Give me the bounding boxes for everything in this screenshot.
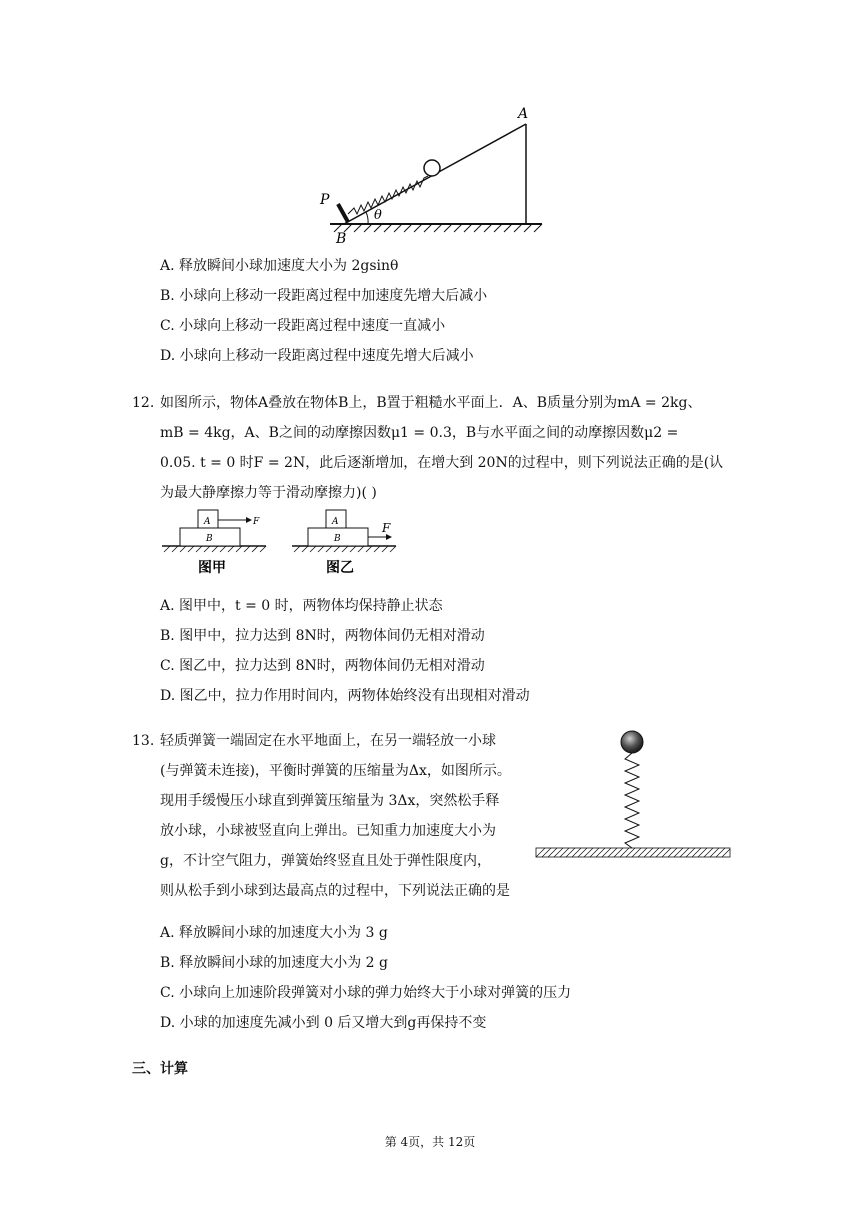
q12-number: 12. [132,395,155,411]
q13-option-c: C. 小球向上加速阶段弹簧对小球的弹力始终大于小球对弹簧的压力 [160,985,572,1001]
q13-stem-line-4: 放小球，小球被竖直向上弹出。已知重力加速度大小为 [160,823,496,839]
spring-figure [534,726,734,866]
yi-force: F [382,521,391,535]
q12-option-b: B. 图甲中，拉力达到 8N时，两物体间仍无相对滑动 [160,628,485,644]
q13-stem-line-1: 轻质弹簧一端固定在水平地面上，在另一端轻放一小球 [160,733,496,749]
label-b: B [336,231,347,247]
q13-stem-line-2: (与弹簧未连接)，平衡时弹簧的压缩量为Δx，如图所示。 [160,763,511,779]
figure-jia [162,510,266,576]
figure-yi [292,510,396,576]
q12-stem-line-3: 0.05. t = 0 时F = 2N，此后逐渐增加，在增大到 20N的过程中，则下列说法正确的是(认 [160,455,724,471]
q13-option-b: B. 释放瞬间小球的加速度大小为 2 g [160,955,388,971]
q12-stem-line-1: 如图所示，物体A叠放在物体B上，B置于粗糙水平面上．A、B质量分别为mA = 2kg、 [160,395,702,411]
q13-option-a: A. 释放瞬间小球的加速度大小为 3 g [160,925,388,941]
yi-block-a: A [332,517,339,527]
jia-block-b: B [206,534,213,544]
jia-caption: 图甲 [198,560,226,576]
q12-figures [160,504,410,580]
q11-option-b: B. 小球向上移动一段距离过程中加速度先增大后减小 [160,288,488,304]
page-footer: 第 4页，共 12页 [384,1135,476,1149]
incline-figure [310,100,550,250]
q12-option-a: A. 图甲中，t = 0 时，两物体均保持静止状态 [160,598,443,614]
jia-block-a: A [204,517,211,527]
section-title: 三、计算 [132,1061,188,1077]
label-a: A [518,106,529,122]
q12-option-c: C. 图乙中，拉力达到 8N时，两物体间仍无相对滑动 [160,658,485,674]
q11-option-a: A. 释放瞬间小球加速度大小为 2gsinθ [160,258,399,274]
q11-option-d: D. 小球向上移动一段距离过程中速度先增大后减小 [160,348,474,364]
q12-stem-line-2: mB = 4kg，A、B之间的动摩擦因数μ1 = 0.3，B与水平面之间的动摩擦因数μ2 = [160,425,679,441]
q13-stem-line-5: g，不计空气阻力，弹簧始终竖直且处于弹性限度内， [160,853,491,869]
q13-stem-line-3: 现用手缓慢压小球直到弹簧压缩量为 3Δx，突然松手释 [160,793,500,809]
q12-stem-line-4: 为最大静摩擦力等于滑动摩擦力)( ) [160,485,377,501]
jia-force: F [253,517,260,527]
q12-option-d: D. 图乙中，拉力作用时间内，两物体始终没有出现相对滑动 [160,688,530,704]
label-p: P [320,192,330,208]
q13-number: 13. [132,733,155,749]
q11-option-c: C. 小球向上移动一段距离过程中速度一直减小 [160,318,446,334]
label-theta: θ [374,208,382,223]
q13-stem-line-6: 则从松手到小球到达最高点的过程中，下列说法正确的是 [160,883,510,899]
q13-option-d: D. 小球的加速度先减小到 0 后又增大到g再保持不变 [160,1015,487,1031]
yi-block-b: B [334,534,341,544]
yi-caption: 图乙 [326,560,354,576]
ball-icon [621,731,643,753]
